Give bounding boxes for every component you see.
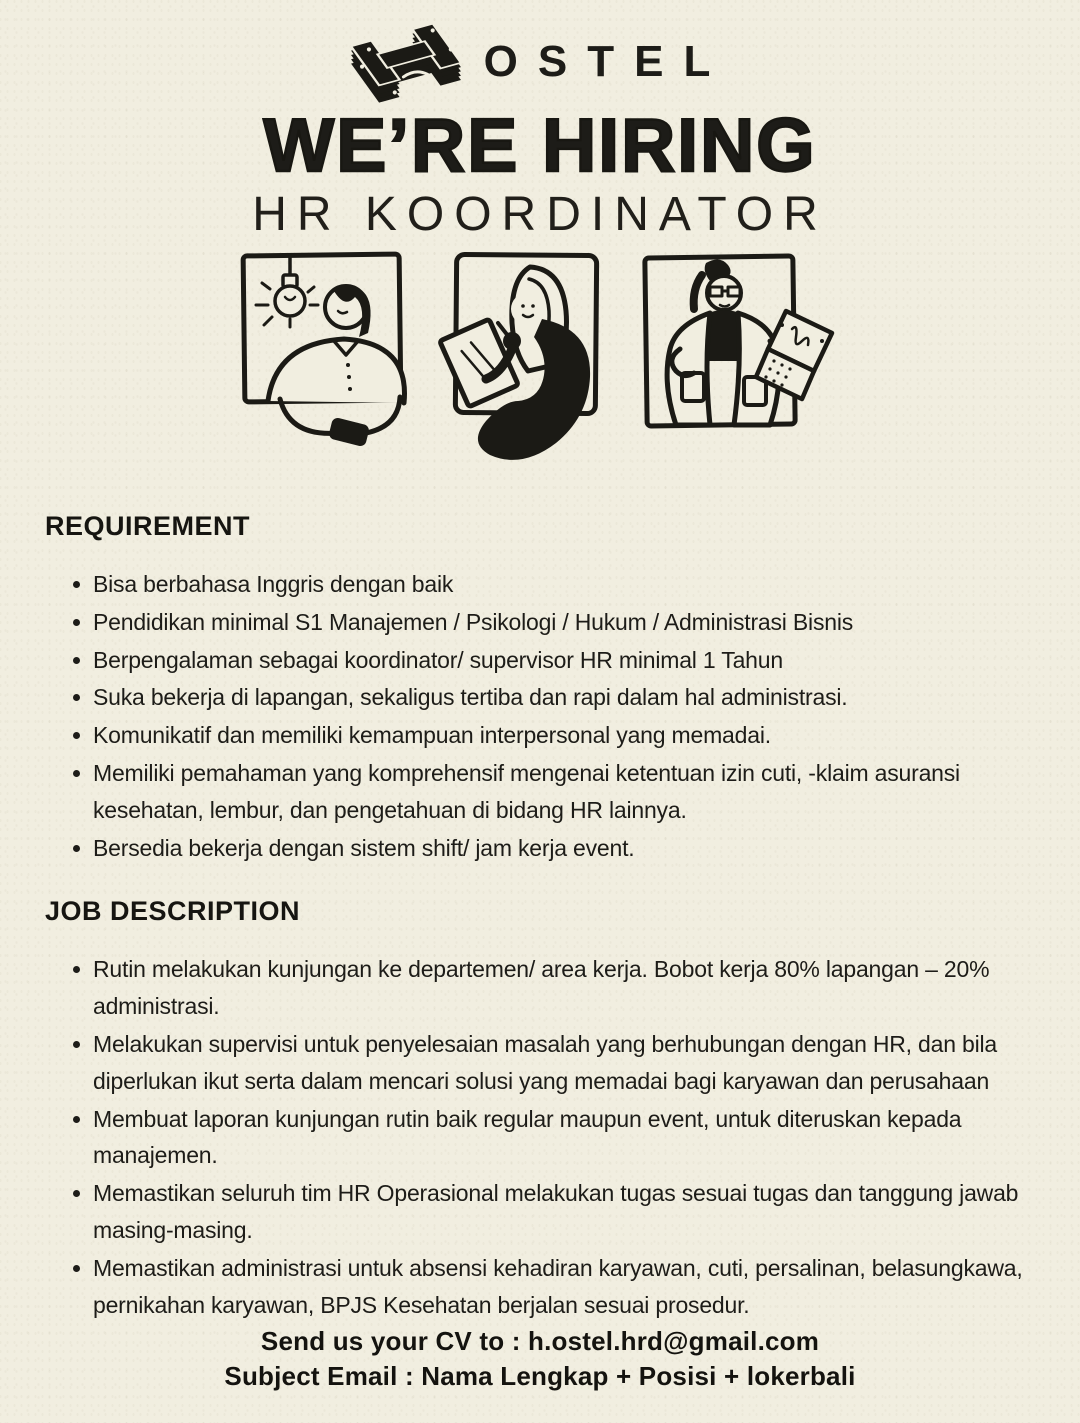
list-item: Memiliki pemahaman yang komprehensif mengenai ketentuan izin cuti, -klaim asuransi kesehatan, lembur, dan pengetahuan di bidang HR lainnya. [71, 755, 1031, 829]
illustration-idea-person [238, 249, 408, 481]
list-item: Pendidikan minimal S1 Manajemen / Psikologi / Hukum / Administrasi Bisnis [71, 604, 1031, 641]
list-item: Melakukan supervisi untuk penyelesaian masalah yang berhubungan dengan HR, dan bila diperlukan ikut serta dalam mencari solusi yang memadai bagi karyawan dan perusahaan [71, 1026, 1031, 1100]
brand-logo [0, 12, 1080, 104]
list-item: Memastikan administrasi untuk absensi kehadiran karyawan, cuti, persalinan, belasungkawa, pernikahan karyawan, BPJS Kesehatan berjalan sesuai prosedur. [71, 1250, 1031, 1324]
scientist-figure [667, 259, 832, 425]
illustration-scientist-laptop [636, 249, 842, 481]
list-item: Membuat laporan kunjungan rutin baik regular maupun event, untuk diteruskan kepada manajemen. [71, 1101, 1031, 1175]
list-item: Bersedia bekerja dengan sistem shift/ jam kerja event. [71, 830, 1031, 867]
poster-title: WE’RE HIRING [263, 103, 817, 187]
list-item: Suka bekerja di lapangan, sekaligus tertiba dan rapi dalam hal administrasi. [71, 679, 1031, 716]
list-item: Rutin melakukan kunjungan ke departemen/ area kerja. Bobot kerja 80% lapangan – 20% administrasi. [71, 951, 1031, 1025]
illustration-row [0, 249, 1080, 481]
requirement-list [71, 566, 1031, 866]
lightbulb-icon [256, 255, 318, 327]
list-item: Memastikan seluruh tim HR Operasional melakukan tugas sesuai tugas dan tanggung jawab masing-masing. [71, 1175, 1031, 1249]
phone-icon [328, 417, 370, 448]
requirement-heading: REQUIREMENT [45, 511, 251, 541]
list-item: Bisa berbahasa Inggris dengan baik [71, 566, 1031, 603]
ponytail [694, 275, 702, 309]
hostel-suitcase-h-icon [350, 12, 462, 104]
hijab-woman-figure [440, 267, 590, 460]
list-item: Berpengalaman sebagai koordinator/ supervisor HR minimal 1 Tahun [71, 642, 1031, 679]
footer [0, 1324, 1080, 1422]
footer-cv-line: Send us your CV to : h.ostel.hrd@gmail.com [260, 1326, 820, 1357]
brand-wordmark: OSTEL [483, 37, 731, 86]
list-item: Komunikatif dan memiliki kemampuan interpersonal yang memadai. [71, 717, 1031, 754]
poster-subtitle: HR KOORDINATOR [252, 188, 828, 241]
illustration-hijab-woman [434, 249, 610, 481]
job-description-list [71, 951, 1031, 1323]
job-description-heading: JOB DESCRIPTION [45, 896, 301, 927]
footer-subject-line: Subject Email : Nama Lengkap + Posisi + lokerbali [224, 1361, 856, 1392]
poster-body [0, 481, 1080, 1324]
